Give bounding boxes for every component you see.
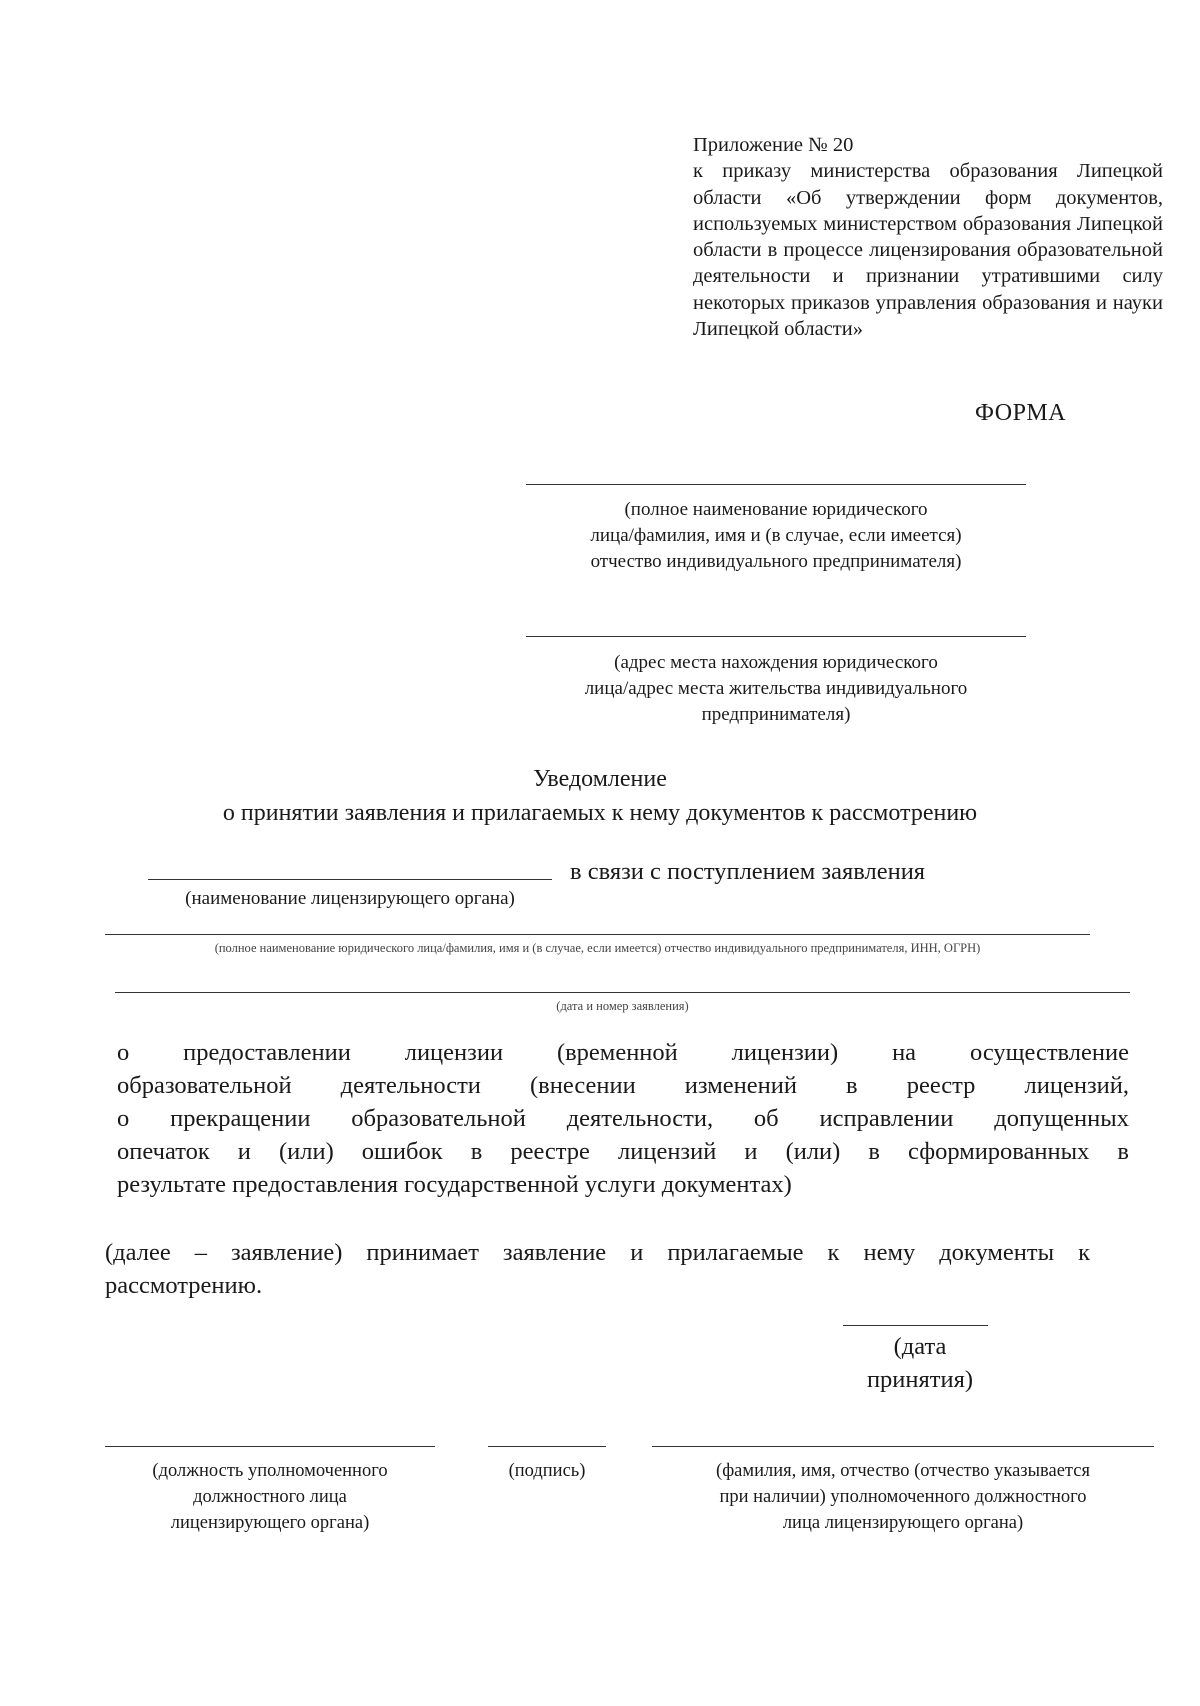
signature-caption: (подпись) bbox=[508, 1461, 586, 1481]
in-connection-text: в связи с поступлением заявления bbox=[570, 858, 926, 885]
fullname-caption: (фамилия, имя, отчество (отчество указывается при наличии) уполномоченного должностного лица лицензирующего органа) bbox=[716, 1461, 1090, 1533]
date-number-caption: (дата и номер заявления) bbox=[556, 999, 689, 1013]
position-caption: (должность уполномоченного должностного лица лицензирующего органа) bbox=[152, 1461, 388, 1533]
applicant-caption: (полное наименование юридического лица/фамилия, имя и (в случае, если имеется) отчество индивидуального предпринимателя, ИНН, ОГРН) bbox=[214, 941, 981, 955]
notice-subtitle: о принятии заявления и прилагаемых к нему документов к рассмотрению bbox=[222, 800, 978, 826]
position-line bbox=[105, 1446, 435, 1447]
recipient-address-caption: (адрес места нахождения юридического лица/адрес места жительства индивидуального предпринимателя) bbox=[584, 652, 968, 725]
acceptance-date-line bbox=[843, 1325, 988, 1326]
accepts-paragraph: (далее – заявление) принимает заявление и прилагаемые к нему документы к рассмотрению. bbox=[105, 1239, 1090, 1299]
authority-caption: (наименование лицензирующего органа) bbox=[185, 888, 515, 909]
purpose-paragraph: о предоставлении лицензии (временной лицензии) на осуществление образовательной деятельности (внесении изменений в реестр лицензий, о прекращении образовательной деятельности, об исправлении допущенных опечаток и (или) ошибок в реестре лицензий и (или) в сформированных в результате предоставления государственной услуги документах) bbox=[117, 1039, 1129, 1198]
notice-title: Уведомление bbox=[533, 766, 667, 792]
appendix-text: к приказу министерства образования Липецкой области «Об утверждении форм документов, используемых министерством образования Липецкой области в процессе лицензирования образовательной деятельности и признании утратившими силу некоторых приказов управления образования и науки Липецкой области» bbox=[693, 160, 1163, 341]
recipient-name-caption: (полное наименование юридического лица/фамилия, имя и (в случае, если имеется) отчество индивидуального предпринимателя) bbox=[590, 499, 962, 572]
applicant-line bbox=[105, 934, 1090, 935]
appendix-block bbox=[693, 132, 1163, 342]
acceptance-date-caption: (дата принятия) bbox=[866, 1333, 974, 1393]
appendix-title: Приложение № 20 bbox=[693, 134, 854, 156]
recipient-address-line bbox=[526, 636, 1026, 637]
form-label: ФОРМА bbox=[975, 400, 1067, 426]
recipient-name-line bbox=[526, 484, 1026, 485]
signature-line bbox=[488, 1446, 606, 1447]
authority-line bbox=[148, 879, 552, 880]
date-number-line bbox=[115, 992, 1130, 993]
fullname-line bbox=[652, 1446, 1154, 1447]
